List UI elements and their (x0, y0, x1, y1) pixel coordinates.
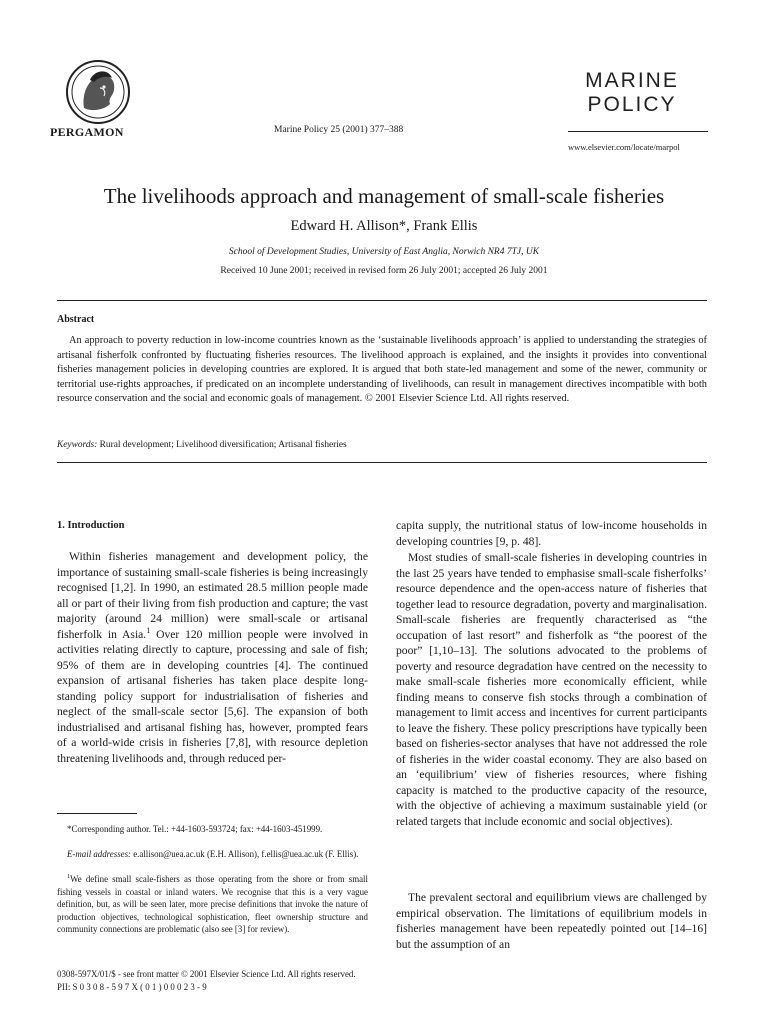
intro-text-a: Within fisheries management and development policy, the importance of sustaining small-scale fisheries is being increasingly recognised [1,2]. In 1990, an estimated 28.5 million people made all or part of their living from fish production and capture; the vast majority (around 24 million) were small-scale or artisanal fisherfolk in Asia. (57, 550, 368, 641)
author-affiliation: School of Development Studies, University of East Anglia, Norwich NR4 7TJ, UK (228, 247, 540, 257)
journal-url-link[interactable]: www.elsevier.com/locate/marpol (568, 142, 680, 152)
received-dates: Received 10 June 2001; received in revised form 26 July 2001; accepted 26 July 2001 (220, 266, 548, 276)
pii-line: PII: S 0 3 0 8 - 5 9 7 X ( 0 1 ) 0 0 0 2 3 - 9 (57, 982, 207, 992)
abstract-divider (57, 462, 707, 463)
keywords-line (57, 440, 347, 450)
footnote-marker[interactable]: 1 (146, 625, 151, 635)
intro-paragraph-1-continued: capita supply, the nutritional status of low-income households in developing countries [9, p. 48]. (396, 519, 707, 548)
footnote-1-number: 1 (67, 873, 71, 881)
journal-citation: Marine Policy 25 (2001) 377–388 (274, 125, 404, 135)
keywords-list: Rural development; Livelihood diversification; Artisanal fisheries (99, 440, 347, 450)
corresponding-author-note: *Corresponding author. Tel.: +44-1603-593724; fax: +44-1603-451999. (67, 824, 323, 834)
email-label: E-mail addresses: (67, 849, 132, 859)
keywords-label: Keywords: (57, 440, 98, 450)
footnote-rule (57, 813, 137, 814)
email-note (57, 848, 368, 861)
copyright-line: 0308-597X/01/$ - see front matter © 2001 Elsevier Science Ltd. All rights reserved. (57, 969, 356, 979)
abstract-heading: Abstract (57, 314, 95, 325)
publisher-logo (64, 58, 132, 126)
intro-paragraph-3: The prevalent sectoral and equilibrium views are challenged by empirical observation. The limitations of equilibrium models in fisheries management have been repeatedly pointed out [14–16] but the assumption of an (396, 891, 707, 951)
publisher-name: PERGAMON (50, 125, 124, 139)
article-authors: Edward H. Allison*, Frank Ellis (290, 218, 478, 234)
footnote-1-text: We define small scale-fishers as those operating from the shore or from small fishing vessels in coastal or inland waters. We recognise that this is a very vague definition, but, as will be seen later, more precise definitions that invoke the nature of production objectives, technological sophistication, fleet ownership structure and community connections are problematic (also see [3] for review). (57, 874, 368, 934)
email-addresses[interactable]: e.allison@uea.ac.uk (E.H. Allison), f.ellis@uea.ac.uk (F. Ellis). (131, 849, 359, 859)
article-title: The livelihoods approach and management of small-scale fisheries (103, 184, 665, 208)
journal-rule (568, 131, 708, 132)
footnote-1 (57, 873, 368, 936)
abstract-text: An approach to poverty reduction in low-income countries known as the ‘sustainable livelihoods approach’ is applied to understanding the strategies of artisanal fisherfolk confronted by fluctuating fisheries resources. The livelihood approach is explained, and the insights it provides into conventional fisheries management policies in developing countries are explored. It is argued that both state-led management and some of the newer, community or territorial use-rights approaches, if predicated on an incomplete understanding of livelihoods, can result in management directives incompatible with both resource conservation and the social and economic goals of management. © 2001 Elsevier Science Ltd. All rights reserved. (57, 335, 707, 404)
section-heading: 1. Introduction (57, 520, 125, 531)
intro-text-b: Over 120 million people were involved in activities relating directly to capture, processing and sale of fish; 95% of them are in developing countries [4]. The continued expansion of artisanal fisheries has taken place despite long-standing policy support for industrialisation of fisheries and neglect of the small-scale sector [5,6]. The expansion of both industrialised and artisanal fishing has, however, prompted fears of a world-wide crisis in fisheries [7,8], with resource depletion threatening livelihoods and, through reduced per- (57, 627, 368, 765)
intro-paragraph-1 (57, 549, 368, 766)
intro-paragraph-2: Most studies of small-scale fisheries in developing countries in the last 25 years have tended to emphasise small-scale fisherfolks’ resource dependence and the open-access nature of fisheries that together lead to resource degradation, poverty and marginalisation. Small-scale fisheries are frequently characterised as “the occupation of last resort” and fisherfolk as “the poorest of the poor” [1,10–13]. The solutions advocated to the problems of poverty and resource degradation have centred on the necessity to make small-scale fisheries more economically efficient, while finding means to conserve fish stocks through a combination of management to limit access and incentives for current participants to leave the fishery. These policy prescriptions have typically been based on fisheries-sector analyses that have not addressed the role of fisheries in the wider coastal economy. They are also based on an ‘equilibrium’ view of fisheries resources, where fishing capacity is matched to the productive capacity of the resource, with the objective of achieving a maximum sustainable yield (or related targets that include economic and social objectives). (396, 551, 707, 828)
journal-logo-text: MARINE POLICY (585, 69, 679, 116)
header-divider (57, 300, 707, 301)
